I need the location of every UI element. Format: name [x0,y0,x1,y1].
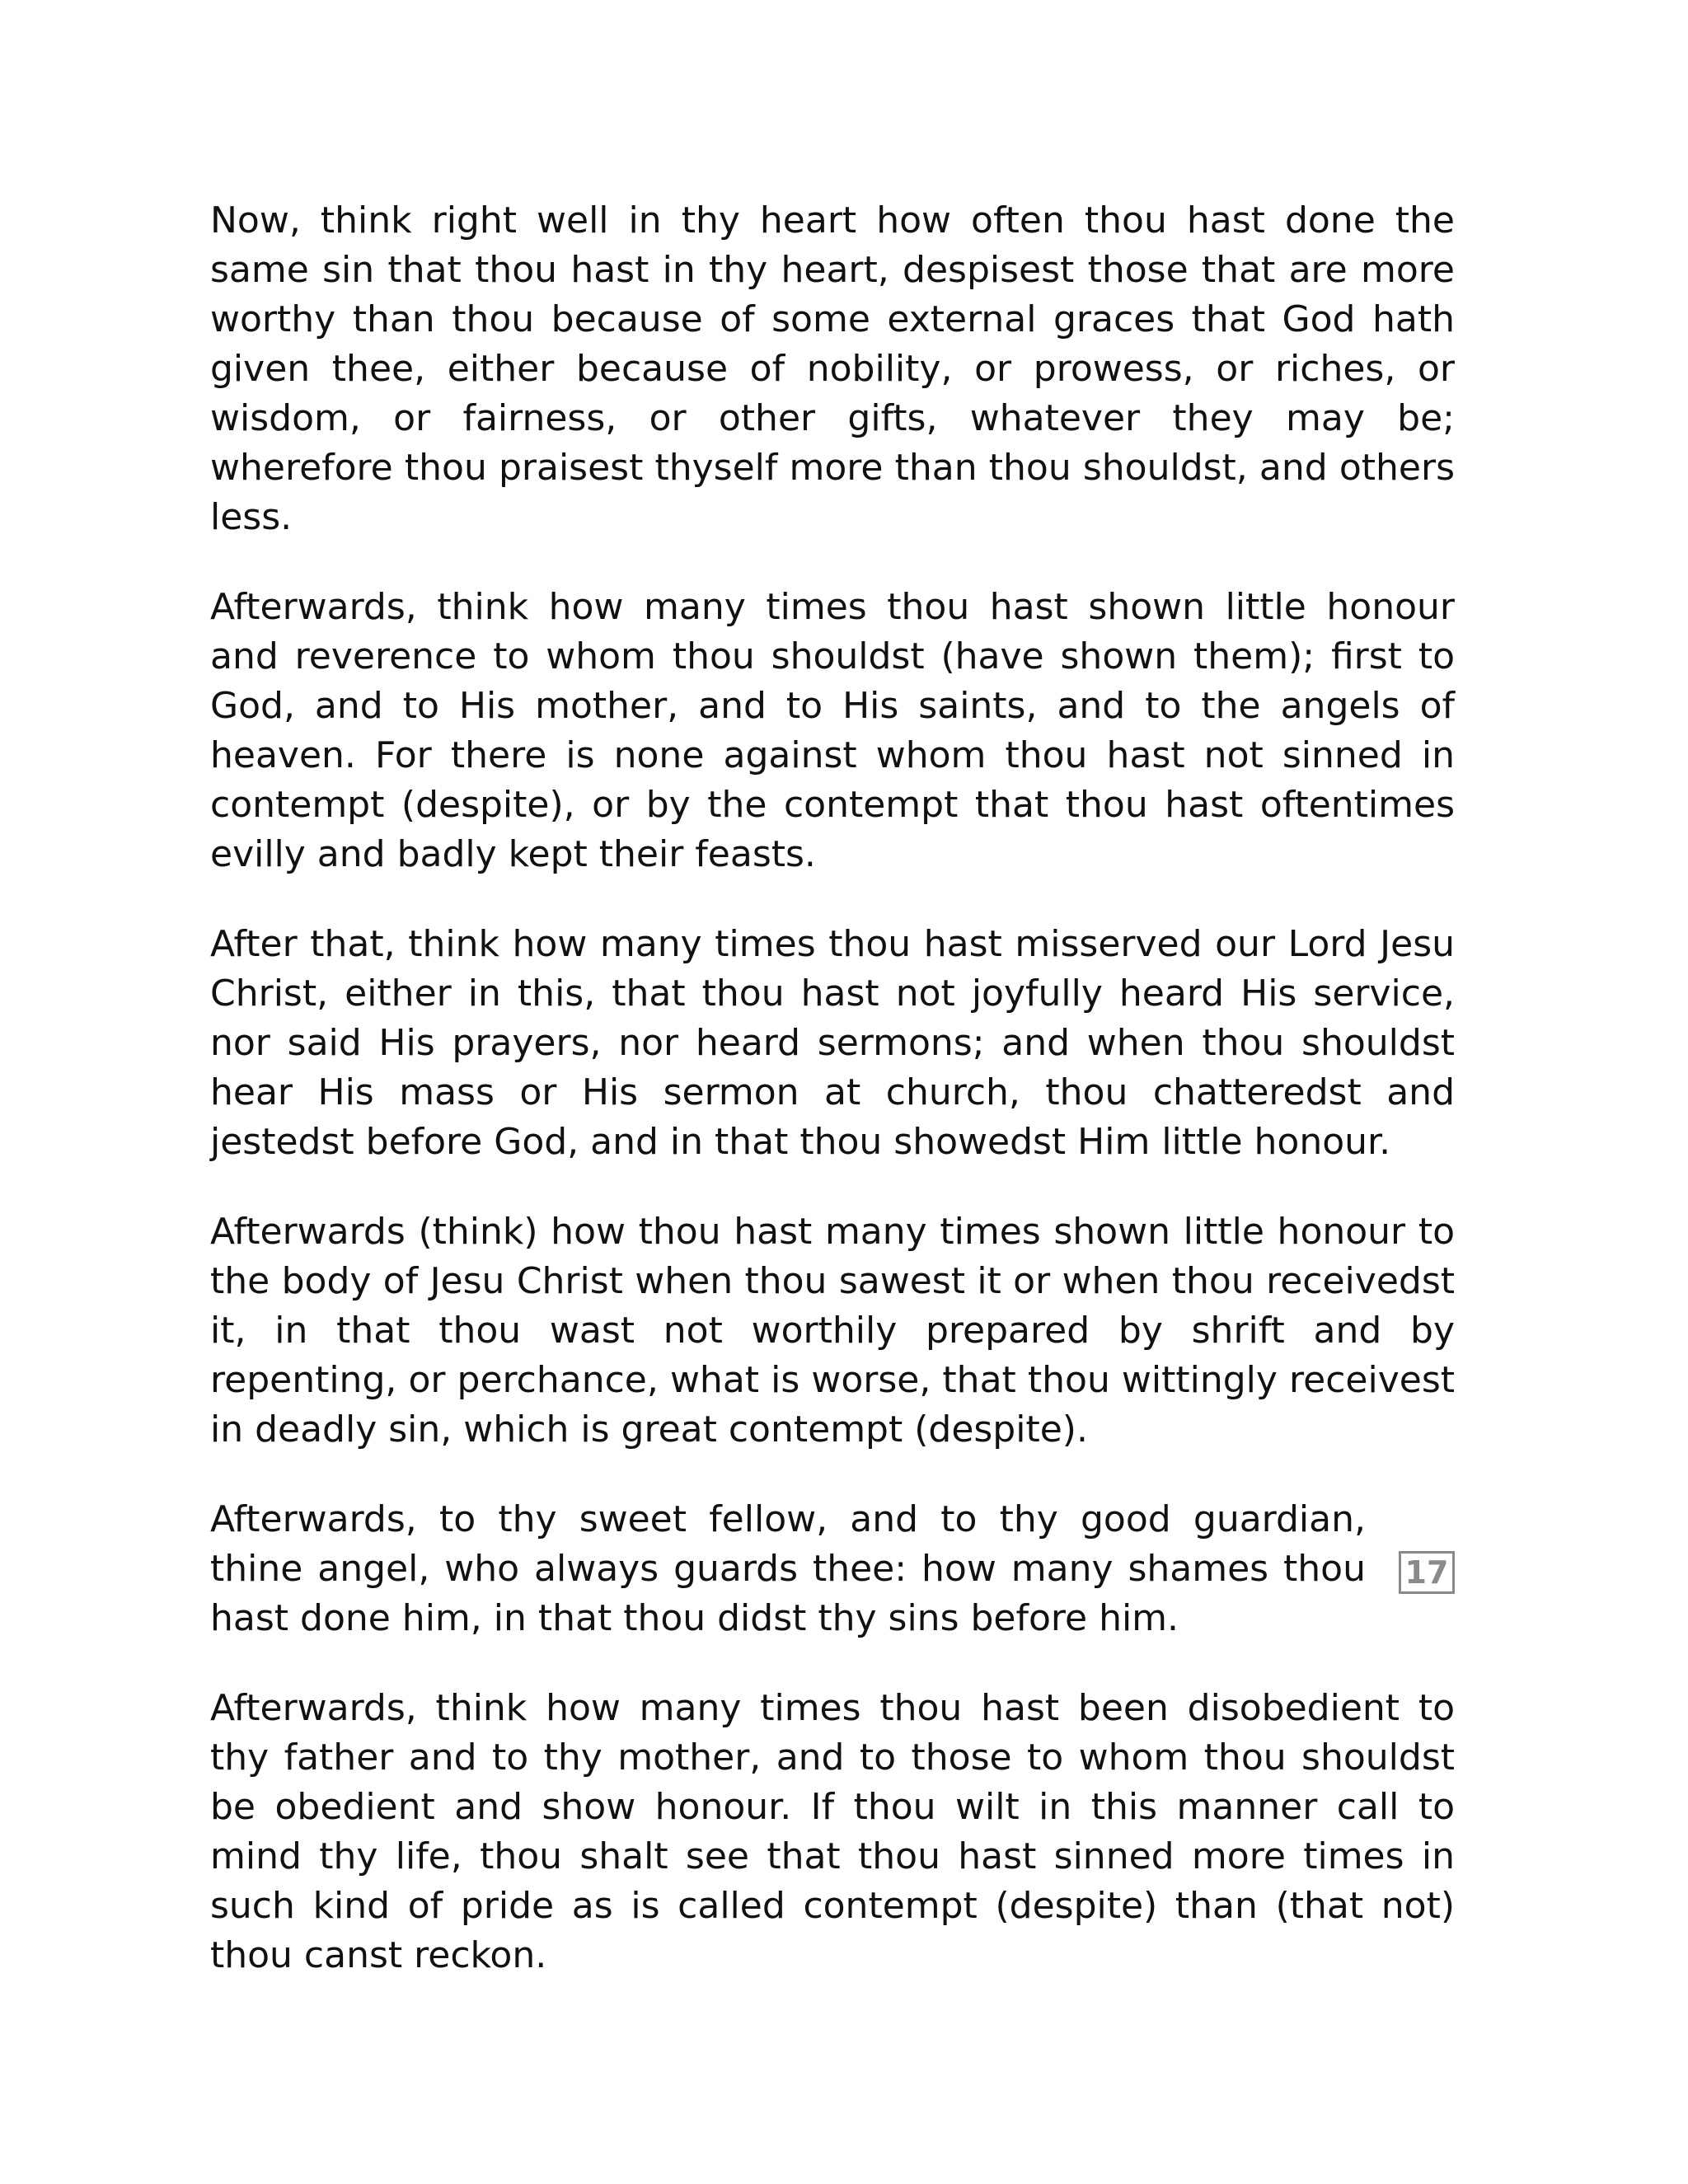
paragraph-3: After that, think how many times thou hast misserved our Lord Jesu Christ, either in this, that thou hast not joyfully heard His service, nor said His prayers, nor heard sermons; and when thou shouldst hear His mass or His sermon at church, thou chatteredst and jestedst before God, and in that thou showedst Him little honour. [210,923,1455,1163]
paragraph-2: Afterwards, think how many times thou hast shown little honour and reverence to whom thou shouldst (have shown them); first to God, and to His mother, and to His saints, and to the angels of heaven. For there is none against whom thou hast not sinned in contempt (despite), or by the contempt that thou hast oftentimes evilly and badly kept their feasts. [210,586,1455,875]
paragraph-4: Afterwards (think) how thou hast many times shown little honour to the body of Jesu Christ when thou sawest it or when thou receivedst it, in that thou wast not worthily prepared by shrift and by repenting, or perchance, what is worse, that thou wittingly receivest in deadly sin, which is great contempt (despite). [210,1211,1455,1451]
paragraph-5-block [210,1495,1455,1643]
paragraph-5: Afterwards, to thy sweet fellow, and to thy good guardian, thine angel, who always guards thee: how many shames thou hast done him, in that thou didst thy sins before him. [210,1498,1366,1639]
paragraph-6: Afterwards, think how many times thou hast been disobedient to thy father and to thy mother, and to those to whom thou shouldst be obedient and show honour. If thou wilt in this manner call to mind thy life, thou shalt see that thou hast sinned more times in such kind of pride as is called contempt (despite) than (that not) thou canst reckon. [210,1687,1455,1976]
paragraph-1: Now, think right well in thy heart how often thou hast done the same sin that thou hast in thy heart, despisest those that are more worthy than thou because of some external graces that God hath given thee, either because of nobility, or prowess, or riches, or wisdom, or fairness, or other gifts, whatever they may be; wherefore thou praisest thyself more than thou shouldst, and others less. [210,199,1455,538]
document-page [210,196,1455,2021]
page-number-badge: 17 [1399,1551,1455,1594]
